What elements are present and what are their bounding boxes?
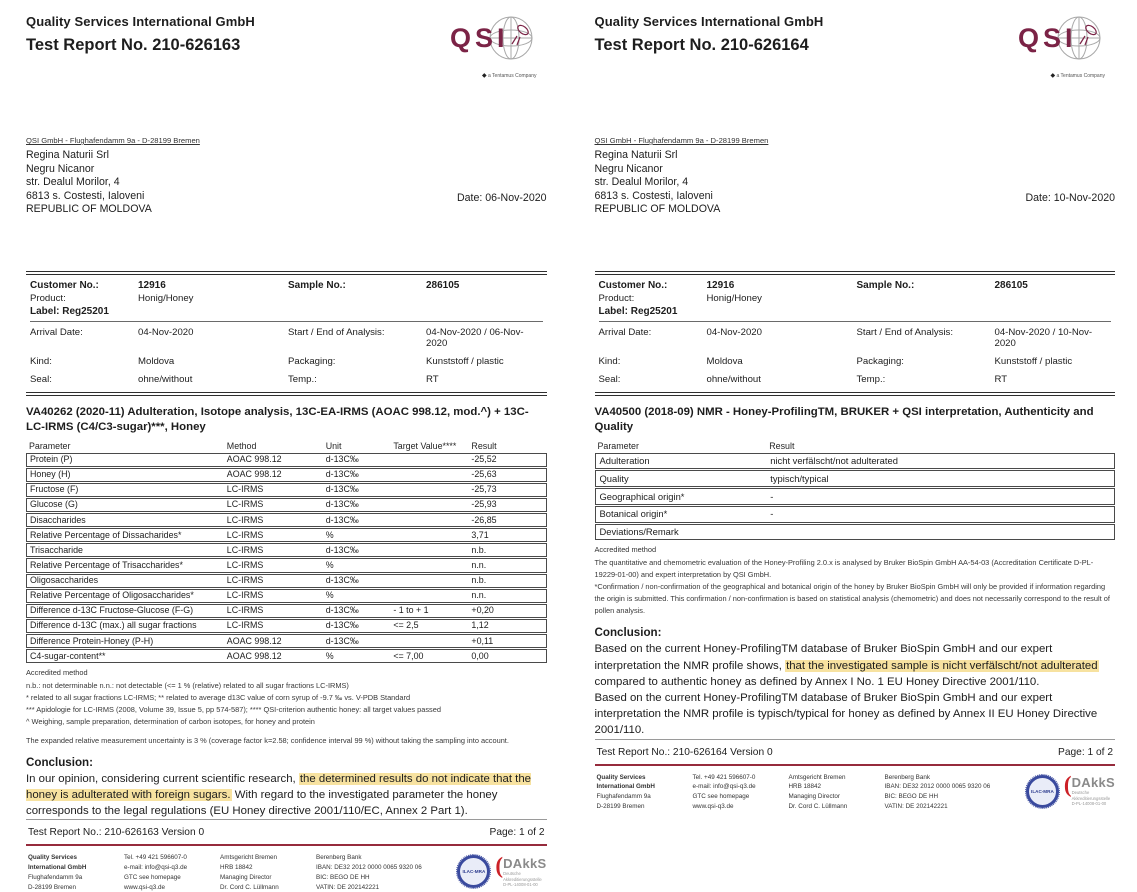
table-cell: AOAC 998.12	[224, 453, 323, 467]
table-cell: LC-IRMS	[224, 498, 323, 512]
tagline-text: a Tentamus Company	[487, 73, 537, 79]
info-value: 04-Nov-2020	[706, 326, 762, 338]
footer-line: BIC: BEGO DE HH	[316, 873, 370, 881]
footer-contact-col	[124, 853, 206, 892]
company-name: Quality Services International GmbH	[26, 14, 255, 29]
table-row	[26, 589, 547, 603]
table-header-cell: Target Value****	[393, 440, 457, 451]
address-line: 6813 s. Costesti, Ialoveni	[594, 189, 713, 202]
table-header-row	[26, 441, 547, 452]
tagline-text: a Tentamus Company	[1056, 73, 1105, 79]
info-label: Customer No.:	[598, 279, 668, 291]
table-cell: Honey (H)	[26, 468, 224, 482]
table-row	[26, 604, 547, 618]
table-row	[595, 453, 1116, 470]
footer-line: VATIN: DE 202142221	[316, 883, 380, 891]
info-value: Kunststoff / plastic	[426, 355, 504, 367]
table-cell: Relative Percentage of Trisaccharides*	[26, 558, 224, 572]
footnote-line: The quantitative and chemometric evaluation of the Honey-Profiling 2.0.x is analysed by Bruker BioSpin GmbH AA-54-03 (Accreditation Certificate D-PL-19229-01-00) and expert interpretation by QSI GmbH.	[594, 558, 1094, 580]
analysis-section-title: VA40262 (2020-11) Adulteration, Isotope analysis, 13C-EA-IRMS (AOAC 998.12, mod.^) + 13C-LC-IRMS (C4/C3-sugar)***, Honey	[26, 405, 529, 434]
info-value: 12916	[706, 279, 735, 291]
doc-header	[26, 14, 547, 79]
table-cell: Quality	[595, 470, 767, 487]
table-cell	[390, 468, 468, 482]
conclusion-pre: In our opinion, considering current scientific research,	[26, 772, 299, 785]
info-value: ohne/without	[706, 373, 761, 385]
dakks-mark-icon: (	[1063, 772, 1072, 798]
dakks-logo	[495, 853, 547, 888]
conclusion-paragraph	[595, 641, 1116, 690]
address-line: Regina Naturii Srl	[594, 149, 678, 161]
footer-line: Berenberg Bank	[884, 773, 931, 781]
footer-line: IBAN: DE32 2012 0000 0065 9320 06	[316, 864, 422, 872]
address-block	[26, 136, 547, 217]
table-cell: - 1 to + 1	[390, 604, 468, 618]
conclusion-paragraph	[26, 771, 547, 820]
footer-registry-col	[220, 853, 302, 892]
info-label: Arrival Date:	[30, 326, 83, 338]
footer-page-no: Page: 1 of 2	[489, 827, 545, 839]
table-row	[26, 634, 547, 648]
ilac-mra-logo: ILAC-MRA	[457, 855, 490, 888]
info-label: Sample No.:	[288, 279, 346, 291]
info-label: Temp.:	[288, 373, 317, 385]
info-label: Start / End of Analysis:	[856, 326, 954, 338]
info-label: Sample No.:	[856, 279, 915, 291]
table-cell: d-13C‰	[323, 634, 391, 648]
info-label: Kind:	[30, 355, 52, 367]
table-header-cell: Result	[769, 440, 795, 451]
conclusion-pre: Based on the current Honey-ProfilingTM database of Bruker BioSpin GmbH and our expert interpretation the NMR profile shows,	[594, 643, 1053, 672]
company-name: Quality Services International GmbH	[594, 14, 824, 29]
footer-line: Flughafendamm 9a	[28, 873, 83, 881]
info-label: Seal:	[30, 373, 52, 385]
address-block	[595, 136, 1116, 217]
info-value: 04-Nov-2020 / 06-Nov-2020	[426, 326, 524, 349]
recipient-address	[26, 149, 547, 217]
conclusion-label: Conclusion:	[594, 626, 662, 640]
info-value: Moldova	[138, 355, 175, 367]
table-cell	[390, 558, 468, 572]
page-footer	[595, 739, 1116, 812]
highlighted-text: the determined results do not indicate that the honey is adulterated with foreign sugars.	[26, 772, 532, 801]
table-cell: typisch/typical	[766, 470, 1115, 487]
address-line: Negru Nicanor	[594, 162, 663, 175]
svg-text:QSI: QSI	[449, 23, 509, 53]
footer-line: BIC: BEGO DE HH	[884, 793, 939, 801]
table-header-row	[595, 441, 1116, 452]
table-cell: Adulteration	[595, 453, 767, 470]
footnote-line: n.b.: not determinable n.n.: not detectable (<= 1 % (relative) related to all sugar fractions LC-IRMS)	[26, 681, 349, 691]
info-label: Arrival Date:	[598, 326, 652, 338]
table-row	[26, 468, 547, 482]
info-value: Honig/Honey	[138, 292, 194, 304]
table-cell: LC-IRMS	[224, 619, 323, 633]
table-cell: nicht verfälscht/not adulterated	[766, 453, 1115, 470]
footer-line: Amtsgericht Bremen	[788, 773, 846, 781]
table-cell: Disaccharides	[26, 513, 224, 527]
footer-line: D-28199 Bremen	[596, 802, 645, 810]
table-row	[26, 513, 547, 527]
info-label: Temp.:	[856, 373, 886, 385]
logo-tagline	[1017, 72, 1109, 79]
footer-line: Amtsgericht Bremen	[220, 854, 278, 862]
table-cell	[390, 513, 468, 527]
results-table	[595, 440, 1116, 542]
table-cell: d-13C‰	[323, 619, 391, 633]
table-cell: Deviations/Remark	[595, 524, 767, 541]
conclusion-post: compared to authentic honey as defined by Annex I No. 1 EU Honey Directive 2001/110.	[594, 675, 1040, 688]
info-label: Product:	[30, 292, 66, 304]
table-cell: d-13C‰	[323, 468, 391, 482]
footer-registry-col	[789, 773, 871, 812]
table-cell	[390, 498, 468, 512]
footer-line: www.qsi-q3.de	[692, 802, 734, 810]
footer-bank-col	[316, 853, 434, 892]
table-cell: n.n.	[468, 589, 546, 603]
table-header-cell: Unit	[325, 440, 342, 451]
label-line: Label: Reg25201	[598, 305, 678, 317]
table-cell: LC-IRMS	[224, 483, 323, 497]
table-cell: n.n.	[468, 558, 546, 572]
uncertainty-note: The expanded relative measurement uncertainty is 3 % (coverage factor k=2.58; confidence interval 99 %) without taking the sampling into account.	[26, 735, 509, 745]
footer-line: D-28199 Bremen	[28, 883, 76, 891]
dakks-sub-line: Akkreditierungsstelle	[503, 876, 542, 882]
table-row	[26, 483, 547, 497]
table-cell: -26,85	[468, 513, 546, 527]
info-value: Kunststoff / plastic	[994, 355, 1073, 367]
doc-header	[595, 14, 1116, 79]
report-date: Date: 10-Nov-2020	[1025, 191, 1115, 204]
table-cell	[390, 483, 468, 497]
footer-line: GTC see homepage	[692, 793, 750, 801]
footer-line: Flughafendamm 9a	[596, 793, 651, 801]
address-line: str. Dealul Morilor, 4	[26, 176, 120, 189]
table-cell: C4-sugar-content**	[26, 649, 224, 663]
table-cell: d-13C‰	[323, 543, 391, 557]
table-cell: LC-IRMS	[224, 604, 323, 618]
footer-line: Managing Director	[220, 873, 272, 881]
table-cell: 3,71	[468, 528, 546, 542]
dakks-sub-line: D-PL-14008-01-00	[1071, 801, 1107, 807]
table-row	[595, 470, 1116, 487]
info-label: Packaging:	[856, 355, 904, 367]
info-value: 12916	[138, 279, 166, 291]
table-cell: LC-IRMS	[224, 558, 323, 572]
footer-address-col	[597, 773, 679, 812]
table-cell: Protein (P)	[26, 453, 224, 467]
dakks-sub-line: Deutsche	[1071, 790, 1090, 796]
footer-line: Quality Services	[28, 854, 78, 862]
page-footer	[26, 819, 547, 892]
footer-line: Dr. Cord C. Lüllmann	[220, 883, 279, 891]
table-cell: Geographical origin*	[595, 488, 767, 505]
footer-bank-col	[885, 773, 1003, 812]
info-value: 286105	[994, 279, 1028, 291]
footer-line: International GmbH	[596, 783, 655, 791]
recipient-address	[595, 149, 1116, 217]
report-page-left	[26, 14, 547, 891]
qsi-logo	[449, 14, 541, 79]
table-cell	[766, 524, 1115, 541]
table-cell: -	[766, 488, 1115, 505]
footer-report-no: Test Report No.: 210-626163 Version 0	[28, 827, 205, 839]
accredited-method: Accredited method	[26, 668, 88, 678]
qsi-logo	[1017, 14, 1109, 79]
table-cell: -25,52	[468, 453, 546, 467]
conclusion-label: Conclusion:	[26, 755, 93, 769]
footer-line: Tel. +49 421 596607-0	[124, 854, 187, 862]
footer-line: Managing Director	[788, 793, 840, 801]
table-cell: <= 2,5	[390, 619, 468, 633]
footer-line: Dr. Cord C. Lüllmann	[788, 802, 848, 810]
table-cell: d-13C‰	[323, 453, 391, 467]
table-cell: Glucose (G)	[26, 498, 224, 512]
footer-line: GTC see homepage	[124, 873, 181, 881]
dakks-sub-line: D-PL-14008-01-00	[503, 882, 538, 888]
table-cell: LC-IRMS	[224, 528, 323, 542]
table-cell: d-13C‰	[323, 513, 391, 527]
report-date: Date: 06-Nov-2020	[456, 191, 547, 204]
highlighted-text: that the investigated sample is nicht verfälscht/not adulterated	[786, 659, 1098, 672]
footer-line: Berenberg Bank	[316, 854, 362, 862]
dakks-mark-icon: (	[495, 853, 504, 879]
footnote-line: ^ Weighing, sample preparation, determination of carbon isotopes, for honey and protein	[26, 716, 315, 726]
footnotes	[595, 557, 1116, 616]
footer-contact-col	[693, 773, 775, 812]
table-cell: Difference Protein-Honey (P-H)	[26, 634, 224, 648]
table-cell: d-13C‰	[323, 498, 391, 512]
table-cell: Relative Percentage of Dissacharides*	[26, 528, 224, 542]
table-cell: AOAC 998.12	[224, 634, 323, 648]
info-value: ohne/without	[138, 373, 193, 385]
table-cell: <= 7,00	[390, 649, 468, 663]
table-header-cell: Result	[471, 440, 497, 451]
table-cell: %	[323, 558, 391, 572]
qsi-logo-icon	[1017, 14, 1109, 66]
table-cell	[390, 453, 468, 467]
accredited-method: Accredited method	[594, 545, 657, 555]
dakks-subtext	[503, 871, 546, 887]
table-header-cell: Method	[226, 440, 257, 451]
table-row	[26, 528, 547, 542]
footer-line: e-mail: info@qsi-q3.de	[692, 783, 756, 791]
table-row	[26, 619, 547, 633]
table-cell: LC-IRMS	[224, 589, 323, 603]
info-value: Honig/Honey	[706, 292, 762, 304]
table-cell: 1,12	[468, 619, 546, 633]
dakks-subtext	[1072, 790, 1115, 806]
table-cell: +0,11	[468, 634, 546, 648]
table-cell: Fructose (F)	[26, 483, 224, 497]
dakks-label: DAkkS	[1071, 775, 1115, 791]
conclusion-post: With regard to the investigated parameter the honey corresponds to the legal regulations (EU Honey directive 2001/110/EC, Annex 2 Part 1).	[26, 788, 498, 818]
logo-tagline	[449, 72, 541, 79]
table-header-cell: Parameter	[597, 440, 639, 451]
table-cell: Difference d-13C Fructose-Glucose (F-G)	[26, 604, 224, 618]
tentamus-icon: ◆	[1050, 73, 1056, 79]
table-cell: d-13C‰	[323, 574, 391, 588]
info-label: Customer No.:	[30, 279, 99, 291]
table-cell: n.b.	[468, 574, 546, 588]
table-cell: %	[323, 528, 391, 542]
table-cell: -	[766, 506, 1115, 523]
table-cell: AOAC 998.12	[224, 649, 323, 663]
footer-report-no: Test Report No.: 210-626164 Version 0	[596, 746, 773, 758]
table-cell	[390, 543, 468, 557]
footer-line: IBAN: DE32 2012 0000 0065 9320 06	[884, 783, 991, 791]
label-line: Label: Reg25201	[30, 305, 109, 317]
table-cell: LC-IRMS	[224, 513, 323, 527]
table-row	[595, 524, 1116, 541]
table-cell: LC-IRMS	[224, 574, 323, 588]
table-cell: LC-IRMS	[224, 543, 323, 557]
info-label: Seal:	[598, 373, 621, 385]
analysis-section-title: VA40500 (2018-09) NMR - Honey-ProfilingTM, BRUKER + QSI interpretation, Authenticity and Quality	[594, 405, 1094, 434]
info-value: Moldova	[706, 355, 743, 367]
info-value: 04-Nov-2020	[138, 326, 194, 338]
report-title: Test Report No. 210-626164	[594, 36, 809, 54]
table-cell	[390, 589, 468, 603]
footnote-line: * related to all sugar fractions LC-IRMS; ** related to average d13C value of corn syrup of -9.7 ‰ vs. V-PDB Standard	[26, 693, 411, 703]
dakks-label: DAkkS	[503, 856, 547, 872]
dakks-logo	[1063, 772, 1115, 807]
table-cell: +0,20	[468, 604, 546, 618]
table-cell: 0,00	[468, 649, 546, 663]
table-cell: -25,73	[468, 483, 546, 497]
tentamus-icon: ◆	[481, 73, 487, 79]
footer-line: Tel. +49 421 596607-0	[692, 773, 756, 781]
address-line: str. Dealul Morilor, 4	[594, 176, 689, 189]
report-title: Test Report No. 210-626163	[26, 36, 241, 54]
footer-line: HRB 18842	[220, 864, 253, 872]
address-line: Regina Naturii Srl	[26, 149, 110, 161]
sample-info-block	[595, 271, 1116, 396]
report-page-right	[594, 14, 1116, 810]
footer-line: International GmbH	[28, 864, 87, 872]
table-header-cell: Parameter	[29, 440, 71, 451]
table-row	[595, 488, 1116, 505]
svg-text:QSI: QSI	[1018, 23, 1077, 53]
table-cell: d-13C‰	[323, 604, 391, 618]
table-cell: %	[323, 589, 391, 603]
table-cell: Oligosaccharides	[26, 574, 224, 588]
footnote-line: *Confirmation / non-confirmation of the geographical and botanical origin of the honey by Bruker BioSpin GmbH will only be provided if information regarding the origin is submitted. This confirmation / non-confirmation is based on statistical analysis (chemometric) and does not necessarily correspond to the result of pollen analysis.	[594, 581, 1110, 615]
qsi-logo-icon	[449, 14, 541, 66]
table-row	[595, 506, 1116, 523]
address-line: 6813 s. Costesti, Ialoveni	[26, 189, 145, 202]
table-cell: %	[323, 649, 391, 663]
table-cell: Difference d-13C (max.) all sugar fractions	[26, 619, 224, 633]
table-cell	[390, 634, 468, 648]
sample-info-block	[26, 271, 547, 396]
footnotes	[26, 680, 547, 727]
footer-address-col	[28, 853, 110, 892]
table-cell: n.b.	[468, 543, 546, 557]
table-row	[26, 649, 547, 663]
table-row	[26, 574, 547, 588]
address-line: REPUBLIC OF MOLDOVA	[594, 203, 721, 216]
sender-line: QSI GmbH - Flughafendamm 9a - D-28199 Bremen	[26, 136, 200, 145]
info-label: Packaging:	[288, 355, 336, 367]
info-label: Start / End of Analysis:	[288, 326, 385, 338]
footer-line: www.qsi-q3.de	[124, 883, 165, 891]
footer-line: e-mail: info@qsi-q3.de	[124, 864, 188, 872]
table-cell: -25,93	[468, 498, 546, 512]
table-cell: d-13C‰	[323, 483, 391, 497]
table-cell: Relative Percentage of Oligosaccharides*	[26, 589, 224, 603]
dakks-sub-line: Deutsche	[503, 871, 521, 877]
info-value: RT	[994, 373, 1008, 385]
info-value: 04-Nov-2020 / 10-Nov-2020	[994, 326, 1093, 349]
sender-line: QSI GmbH - Flughafendamm 9a - D-28199 Bremen	[594, 136, 769, 145]
ilac-mra-logo: ILAC-MRA	[1026, 775, 1059, 808]
table-row	[26, 558, 547, 572]
info-label: Kind:	[598, 355, 621, 367]
footer-page-no: Page: 1 of 2	[1058, 746, 1113, 758]
results-table	[26, 440, 547, 665]
footer-line: VATIN: DE 202142221	[884, 802, 948, 810]
table-cell	[390, 528, 468, 542]
dakks-sub-line: Akkreditierungsstelle	[1071, 795, 1111, 801]
conclusion-paragraph-2: Based on the current Honey-ProfilingTM database of Bruker BioSpin GmbH and our expert interpretation the NMR profile is typisch/typical for honey as defined by Annex II EU Honey Directive 2001/110.	[594, 692, 1098, 737]
table-row	[26, 498, 547, 512]
address-line: REPUBLIC OF MOLDOVA	[26, 203, 152, 216]
table-cell: Trisaccharide	[26, 543, 224, 557]
footer-line: HRB 18842	[788, 783, 822, 791]
divider	[30, 321, 543, 322]
table-cell: -25,63	[468, 468, 546, 482]
info-label: Product:	[598, 292, 635, 304]
table-row	[26, 453, 547, 467]
table-cell: AOAC 998.12	[224, 468, 323, 482]
info-value: RT	[426, 373, 439, 385]
footer-line: Quality Services	[596, 773, 646, 781]
divider	[599, 321, 1112, 322]
table-cell: Botanical origin*	[595, 506, 767, 523]
table-row	[26, 543, 547, 557]
address-line: Negru Nicanor	[26, 162, 95, 175]
table-cell	[390, 574, 468, 588]
info-value: 286105	[426, 279, 460, 291]
footnote-line: *** Apidologie for LC-IRMS (2008, Volume 39, Issue 5, pp 574-587); **** QSI-criterion authentic honey: all target values passed	[26, 704, 441, 714]
